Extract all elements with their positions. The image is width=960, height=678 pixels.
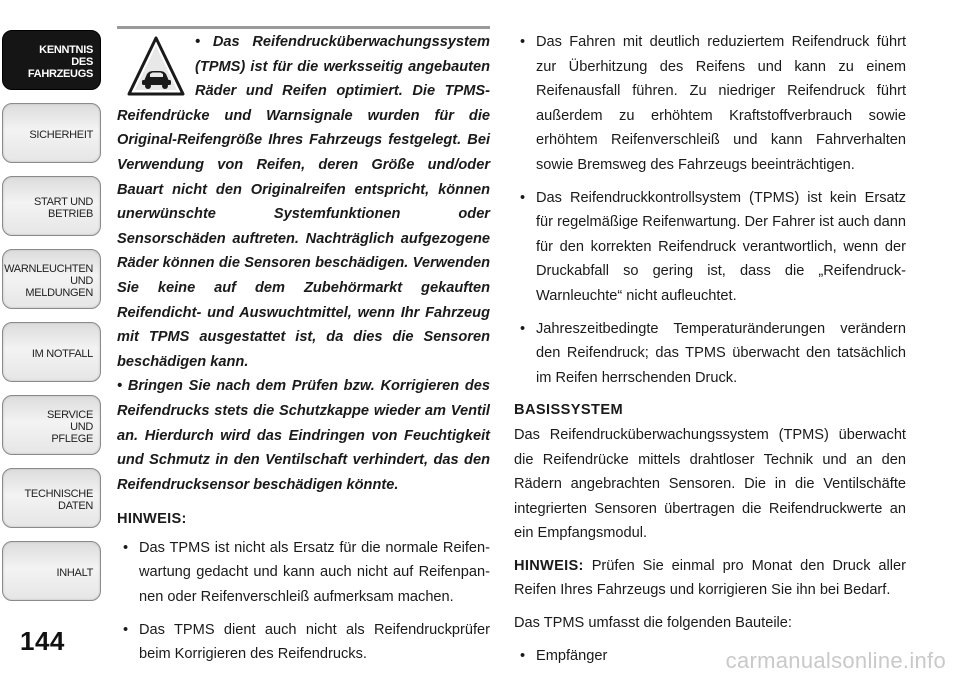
left-bullet-list bbox=[117, 536, 490, 667]
tab-service-und-pflege[interactable]: SERVICE UND PFLEGE bbox=[2, 395, 101, 455]
tab-sicherheit[interactable]: SICHERHEIT bbox=[2, 103, 101, 163]
list-item: • Empfänger bbox=[514, 644, 906, 669]
right-bullet-list bbox=[514, 30, 906, 390]
hinweis-paragraph bbox=[514, 554, 906, 603]
section-heading-basissystem: BASISSYSTEM bbox=[514, 402, 624, 419]
warning-text-1: • Das Reifendrucküberwachungssystem (TPMS) ist für die werksseitig angebauten Räder und Reifen optimiert. Die TPMS-Reifendrücke und Warnsignale wurden für die Original-Reifengröße Ihres Fahrzeugs festgelegt. Bei Verwendung von Reifen, deren Größe und/oder Bauart nicht den Originalreifen entspricht, können unerwünschte Systemfunktionen oder Sensorschäden auftreten. Nachträglich aufgezogene Räder können die Sensoren beschädigen. Verwenden Sie keine auf dem Zubehörmarkt gekauften Reifendicht- und Auswuchtmittel, wenn Ihr Fahrzeug mit TPMS ausgestattet ist, da dies die Sensoren beschädigen kann. bbox=[117, 34, 490, 370]
tab-start-und-betrieb[interactable]: START UND BETRIEB bbox=[2, 176, 101, 236]
hinweis-heading-left: HINWEIS: bbox=[117, 511, 187, 528]
tab-inhalt[interactable]: INHALT bbox=[2, 541, 101, 601]
basissystem-paragraph: Das Reifendrucküberwachungssystem (TPMS) überwacht die Reifendrücke mittels drahtloser Technik und an den Rädern angebrachten Sensoren. Die in die Ventilschäfte integrierten Sensoren übertragen die Reifendruckwerte an ein Empfangsmodul. bbox=[514, 426, 906, 542]
right-column bbox=[514, 30, 906, 676]
list-item: • Das Fahren mit deutlich reduziertem Reifendruck führt zur Überhitzung des Reifens und kann zu einem Reifenausfall führen. Zu niedriger Reifendruck führt außerdem zu erhöhtem Kraftstoffverbrauch sowie erhöhtem Reifenverschleiß und kann Fahrverhalten sowie Bremsweg des Fahrzeugs beeinträchtigen. bbox=[514, 30, 906, 178]
list-item: • Das TPMS dient auch nicht als Reifendruckprüfer beim Korrigieren des Reifendrucks. bbox=[117, 618, 490, 667]
list-item: • Jahreszeitbedingte Temperaturänderungen verändern den Reifendruck; das TPMS überwacht den tatsächlich im Reifen herrschenden Druck. bbox=[514, 317, 906, 391]
page-number: 144 bbox=[20, 626, 65, 656]
watermark: carmanualsonline.info bbox=[725, 648, 946, 673]
tab-im-notfall[interactable]: IM NOTFALL bbox=[2, 322, 101, 382]
tab-kenntnis-des-fahrzeugs[interactable]: KENNTNIS DES FAHRZEUGS bbox=[2, 30, 101, 90]
left-column bbox=[117, 30, 490, 675]
tab-technische-daten[interactable]: TECHNISCHE DATEN bbox=[2, 468, 101, 528]
warning-box bbox=[117, 30, 490, 497]
list-item: • Das TPMS ist nicht als Ersatz für die normale Reifenwartung gedacht und kann auch nicht auf Reifenpannen oder Reifenverschleiß aufmerksam machen. bbox=[117, 536, 490, 610]
hinweis-text: Prüfen Sie einmal pro Monat den Druck aller Reifen Ihres Fahrzeugs und korrigieren Sie ihn bei Bedarf. bbox=[514, 557, 906, 599]
components-intro: Das TPMS umfasst die folgenden Bauteile: bbox=[514, 615, 792, 632]
warning-text-2: • Bringen Sie nach dem Prüfen bzw. Korrigieren des Reifendrucks stets die Schutzkappe wieder am Ventil an. Hierdurch wird das Eindringen von Feuchtigkeit und Schmutz in den Ventilschaft verhindert, das den Reifendrucksensor beschädigen könnte. bbox=[117, 378, 490, 493]
hinweis-heading-right: HINWEIS: bbox=[514, 557, 584, 574]
chapter-tabs bbox=[0, 0, 104, 678]
warning-top-rule bbox=[117, 26, 490, 29]
warning-triangle-car-icon bbox=[127, 36, 185, 98]
tab-warnleuchten-und-meldungen[interactable]: WARNLEUCHTEN UND MELDUNGEN bbox=[2, 249, 101, 309]
list-item: • Das Reifendruckkontrollsystem (TPMS) ist kein Ersatz für regelmäßige Reifenwartung. Der Fahrer ist auch dann für den korrekten Reifendruck verantwortlich, wenn der Druckabfall so gering ist, dass die „Reifendruck-Warnleuchte“ nicht aufleuchtet. bbox=[514, 186, 906, 309]
